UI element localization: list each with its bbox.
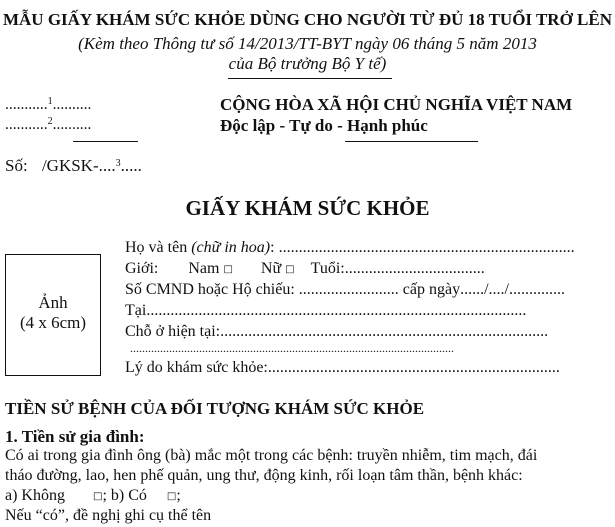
option-yes-label: b) Có	[110, 487, 147, 504]
full-name-label: Họ và tên	[125, 239, 192, 256]
address-row	[125, 323, 548, 341]
age-label: Tuổi:	[310, 260, 345, 277]
issuer-line-2-dots-right: ..........	[52, 116, 92, 133]
national-motto-part2: Hạnh phúc	[347, 116, 428, 135]
family-history-heading: 1. Tiền sử gia đình:	[5, 427, 145, 446]
issued-place-row	[125, 302, 526, 320]
national-motto	[220, 116, 428, 136]
reason-field[interactable]: .........................................................................	[267, 359, 560, 376]
form-header-title: MẪU GIẤY KHÁM SỨC KHỎE DÙNG CHO NGƯỜI TỪ ĐỦ 18 TUỔI TRỞ LÊN	[2, 10, 613, 29]
id-field[interactable]: .........................	[298, 281, 399, 298]
full-name-field[interactable]: ..........................................................................	[278, 239, 575, 256]
reason-label: Lý do khám sức khỏe:	[125, 359, 268, 376]
document-number-tail: .....	[120, 156, 142, 175]
national-motto-part1: Độc lập - Tự do -	[220, 116, 348, 135]
document-title: GIẤY KHÁM SỨC KHỎE	[185, 196, 430, 220]
age-field[interactable]: ...................................	[344, 260, 485, 277]
family-history-text-line2: tháo đường, lao, hen phế quản, ung thư, động kinh, rối loạn tâm thần, bệnh khác:	[5, 467, 523, 484]
address-field[interactable]: ..................................................................................	[220, 323, 549, 340]
issuer-line-1-dots-left: ...........	[5, 96, 48, 113]
issuer-line-1-dots-right: ..........	[52, 96, 92, 113]
header-underline	[228, 78, 392, 79]
issued-date-field[interactable]: ....../..../..............	[460, 281, 565, 298]
option-yes-checkbox[interactable]: □	[166, 491, 177, 502]
photo-label: Ảnh	[38, 293, 68, 312]
female-checkbox[interactable]: □	[285, 264, 295, 275]
family-history-text-line1: Có ai trong gia đình ông (bà) mắc một trong các bệnh: truyền nhiễm, tim mạch, đái	[5, 447, 538, 464]
document-number	[5, 156, 142, 176]
address-label: Chỗ ở hiện tại:	[125, 323, 221, 340]
male-label: Nam	[188, 260, 220, 277]
issuer-line-2-dots-left: ...........	[5, 116, 48, 133]
separator: ;	[102, 487, 107, 504]
issuer-line-1	[5, 96, 91, 114]
full-name-colon: :	[270, 239, 279, 256]
photo-placeholder	[5, 254, 101, 376]
if-yes-instruction: Nếu “có”, đề nghị ghi cụ thể tên	[5, 507, 212, 524]
reason-row	[125, 359, 560, 377]
female-label: Nữ	[260, 260, 282, 277]
issued-place-label: Tại	[125, 302, 147, 319]
male-checkbox[interactable]: □	[223, 264, 233, 275]
full-name-row	[125, 239, 575, 257]
footnote-3: 3	[115, 158, 121, 169]
full-name-hint: (chữ in hoa)	[191, 239, 271, 256]
gender-age-row	[125, 260, 485, 278]
issuer-line-2	[5, 116, 91, 134]
form-header-subtitle-line2: của Bộ trưởng Bộ Y tế)	[228, 54, 387, 73]
family-history-options	[5, 487, 181, 505]
option-no-checkbox[interactable]: □	[92, 491, 103, 502]
document-number-code: /GKSK-....	[41, 156, 116, 175]
separator: ;	[176, 487, 181, 504]
gender-label: Giới:	[125, 260, 159, 277]
footnote-1: 1	[47, 96, 53, 107]
issuer-underline	[73, 141, 138, 142]
document-number-label: Số:	[5, 156, 28, 175]
national-underline	[345, 141, 478, 142]
option-no-label: a) Không	[5, 487, 65, 504]
footnote-2: 2	[47, 116, 53, 127]
issued-place-field[interactable]: ...............................................................................................	[146, 302, 527, 319]
address-field-line2[interactable]: ............................................................................................................	[130, 341, 454, 355]
medical-history-heading: TIỀN SỬ BỆNH CỦA ĐỐI TƯỢNG KHÁM SỨC KHỎE	[5, 399, 425, 418]
form-header-subtitle-line1: (Kèm theo Thông tư số 14/2013/TT-BYT ngày 06 tháng 5 năm 2013	[78, 34, 537, 53]
national-name: CỘNG HÒA XÃ HỘI CHỦ NGHĨA VIỆT NAM	[220, 95, 573, 114]
id-row	[125, 281, 565, 299]
issued-date-label: cấp ngày	[398, 281, 461, 298]
id-label: Số CMND hoặc Hộ chiếu:	[125, 281, 299, 298]
photo-size: (4 x 6cm)	[19, 313, 87, 332]
